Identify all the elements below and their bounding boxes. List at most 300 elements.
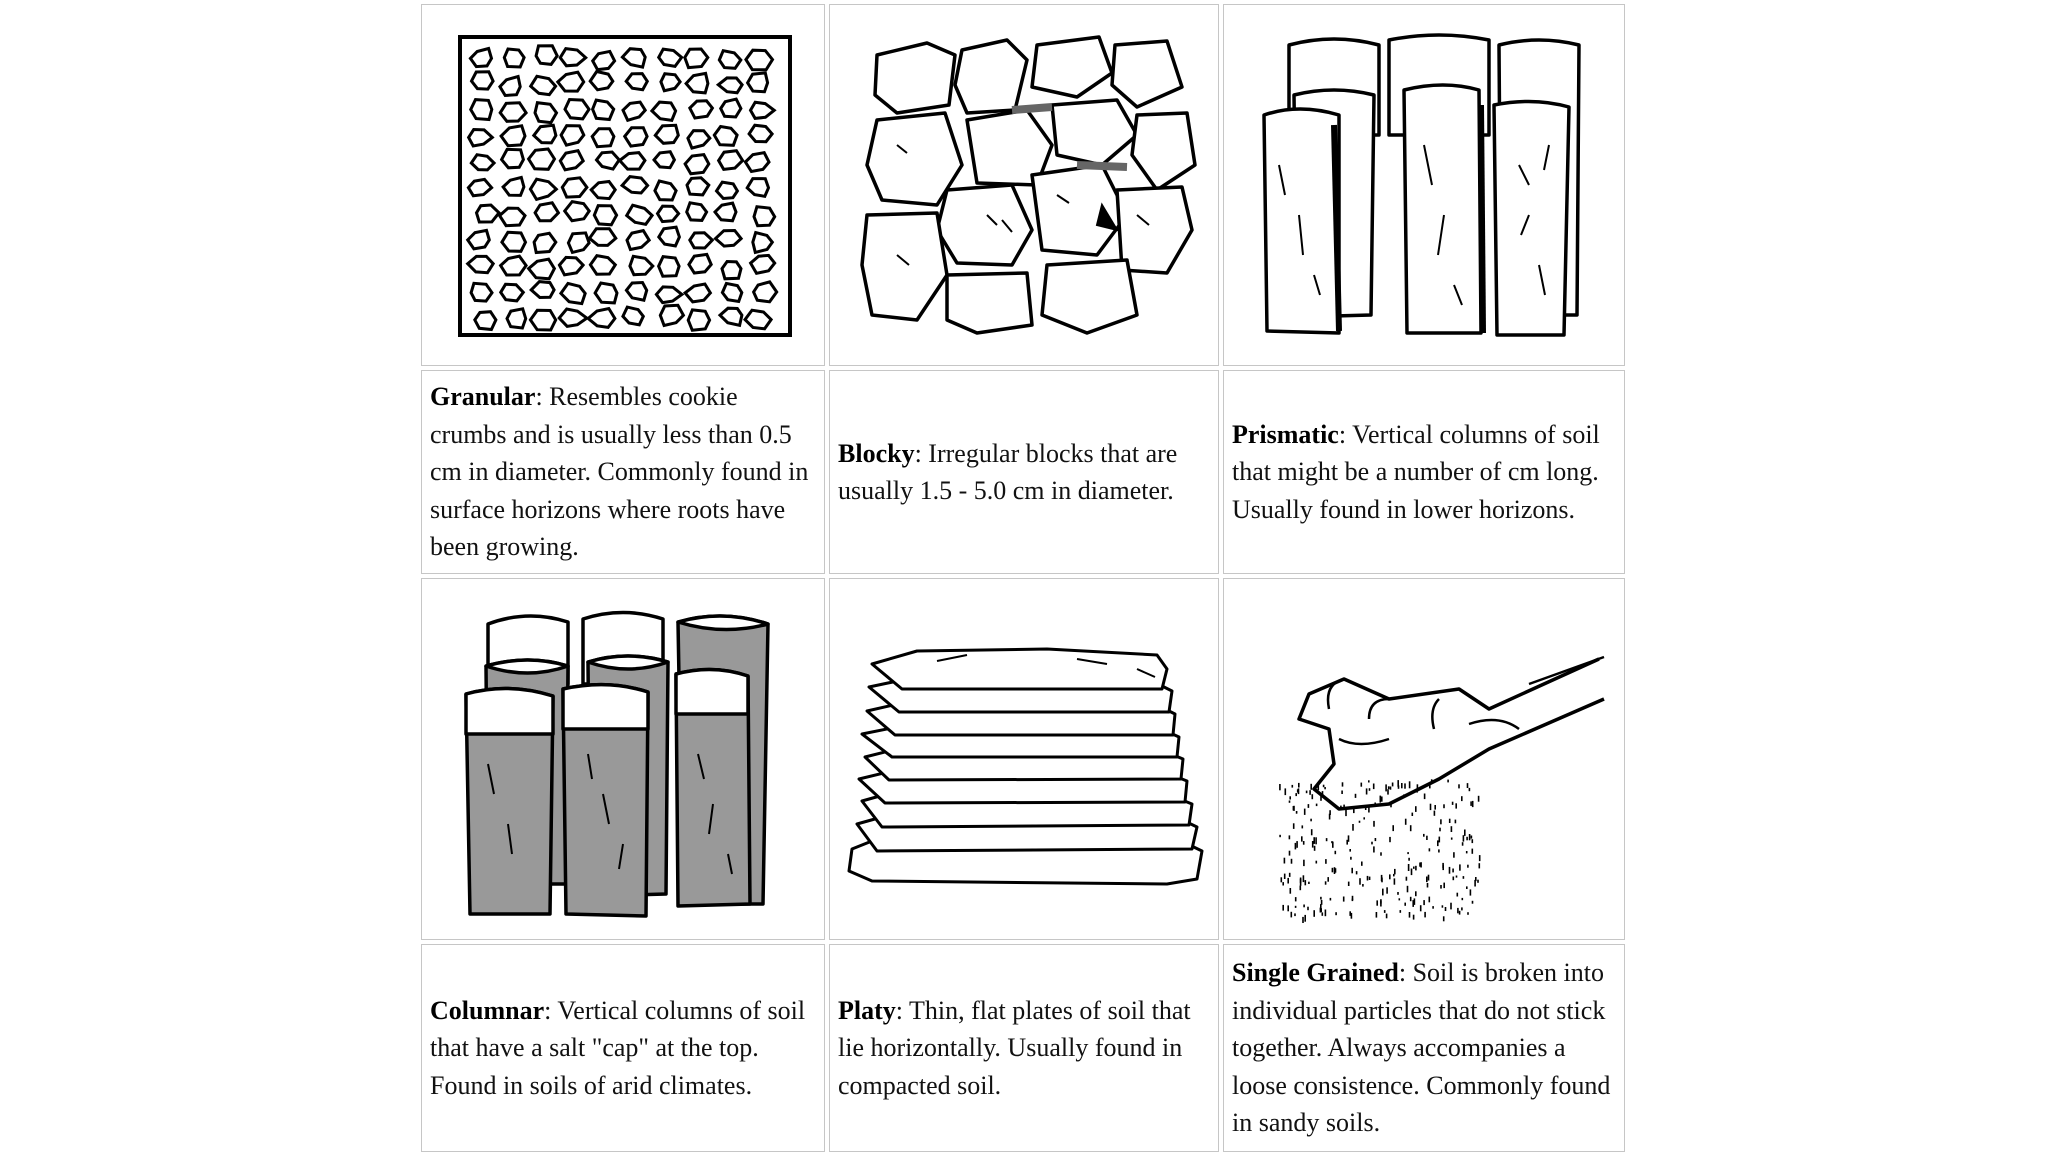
soil-grain [1451,826,1453,832]
prismatic-text: : Vertical columns of soil that might be a number of cm long. Usually found in lower horizons. [1232,419,1600,524]
granule [595,283,617,303]
granule [502,232,526,251]
soil-grain [1359,878,1361,885]
soil-grain [1426,877,1428,883]
description-row-1 [421,370,1625,574]
soil-grain [1308,804,1310,808]
soil-grain [1279,784,1281,790]
soil-grain [1310,819,1312,822]
soil-grain [1462,898,1464,900]
soil-grain [1326,838,1328,841]
granule [500,208,525,226]
soil-grain [1407,886,1409,893]
soil-grain [1405,819,1407,825]
granule [658,206,679,222]
soil-grain [1287,905,1289,911]
prismatic-image-cell [1223,4,1625,366]
blocky-image-cell [829,4,1219,366]
soil-grain [1437,840,1439,846]
soil-grain [1400,910,1402,913]
soil-grain [1352,824,1354,831]
columnar-illustration [438,584,808,934]
granule [659,257,680,277]
granule [717,182,738,198]
granule [471,100,492,120]
soil-grain [1461,796,1463,801]
soil-grain [1282,882,1284,885]
soil-grain [1406,877,1408,881]
soil-grain [1295,897,1297,901]
soil-grain [1284,858,1286,864]
granule [562,178,587,197]
soil-grain [1361,783,1363,787]
soil-grain [1366,788,1368,794]
soil-grain [1373,784,1375,790]
granule [749,125,772,142]
platy-term: Platy [838,995,896,1025]
granule [654,152,674,168]
soil-grain [1349,849,1351,852]
soil-grain [1332,842,1334,848]
soil-grain [1439,828,1441,832]
soil-grain [1408,864,1410,871]
soil-grain [1345,809,1347,816]
granule [690,233,713,248]
soil-grain [1434,811,1436,816]
soil-grain [1439,837,1441,843]
granular-term: Granular [430,382,536,412]
soil-grain [1407,852,1409,854]
soil-grain [1295,906,1297,908]
granule [507,309,526,328]
soil-grain [1440,819,1442,824]
soil-grain [1393,874,1395,877]
soil-grain [1380,796,1382,803]
granule [502,149,524,167]
soil-grain [1424,794,1426,800]
soil-grain [1329,810,1331,815]
soil-grain [1303,841,1305,845]
soil-grain [1298,783,1300,788]
soil-grain [1458,784,1460,788]
granule [714,127,737,146]
image-row [421,4,1625,366]
soil-grain [1452,869,1454,873]
granular-image-cell [421,4,825,366]
soil-grain [1452,802,1454,805]
soil-grain [1376,912,1378,918]
soil-grain [1423,834,1425,837]
soil-grain [1343,897,1345,902]
soil-grain [1325,859,1327,864]
soil-grain [1291,859,1293,864]
soil-grain [1464,830,1466,836]
soil-grain [1426,836,1428,840]
soil-grain [1411,869,1413,876]
soil-grain [1389,837,1391,842]
soil-grain [1445,907,1447,911]
soil-grain [1311,829,1313,835]
soil-grain [1363,817,1365,819]
soil-grain [1352,899,1354,902]
soil-grain [1293,823,1295,829]
soil-grain [1312,794,1314,799]
columnar-text: : Vertical columns of soil that have a salt "cap" at the top. Found in soils of arid climates. [430,995,806,1100]
soil-grain [1399,898,1401,900]
soil-grain [1315,837,1317,844]
soil-grain [1369,877,1371,880]
soil-grain [1356,871,1358,874]
soil-grain [1475,877,1477,881]
soil-grain [1397,892,1399,895]
granule [592,129,614,147]
soil-grain [1388,786,1390,789]
soil-grain [1300,886,1302,891]
soil-grain [1303,875,1305,882]
soil-grain [1385,784,1387,791]
soil-grain [1307,907,1309,911]
granule [625,128,647,146]
soil-grain [1320,908,1322,913]
soil-grain [1477,880,1479,883]
granule [500,103,526,122]
single-grained-illustration [1239,589,1609,929]
soil-grain [1290,888,1292,894]
soil-grain [1453,877,1455,881]
single-grained-description [1223,944,1625,1152]
soil-grain [1404,903,1406,906]
soil-grain [1472,901,1474,904]
granule [472,72,494,89]
platy-illustration [837,589,1212,929]
soil-grain [1398,785,1400,788]
soil-grain [1459,911,1461,915]
soil-grain [1296,841,1298,848]
soil-grain [1394,878,1396,884]
soil-grain [1470,801,1472,806]
soil-grain [1374,805,1376,807]
soil-grain [1314,846,1316,851]
image-row-2 [421,578,1625,940]
soil-grain [1429,785,1431,788]
single-grained-text: : Soil is broken into individual particles that do not stick together. Always accompanies a loose consistence. Commonly found in sandy soils. [1232,958,1611,1138]
granule [689,254,711,273]
granule [748,73,768,92]
platy-text: : Thin, flat plates of soil that lie horizontally. Usually found in compacted soil. [838,995,1191,1100]
soil-grain [1413,867,1415,869]
granule [501,284,524,301]
granule [529,149,555,169]
soil-grain [1466,837,1468,841]
soil-grain [1279,835,1281,837]
soil-grain [1409,781,1411,788]
soil-grain [1469,788,1471,791]
soil-grain [1410,897,1412,901]
soil-grain [1359,821,1361,823]
soil-grain [1321,900,1323,905]
soil-grain [1469,834,1471,840]
soil-grain [1289,851,1291,856]
granule [659,227,680,246]
soil-grain [1320,897,1322,900]
soil-grain [1312,841,1314,848]
granule [687,178,709,195]
soil-grain [1332,868,1334,873]
soil-grain [1415,806,1417,812]
soil-grain [1289,801,1291,803]
soil-structure-table [417,0,1629,1156]
soil-grain [1300,879,1302,886]
blocky-description [829,370,1219,574]
granule [688,310,709,330]
granule [535,203,558,221]
soil-grain [1466,886,1468,889]
soil-grain [1284,874,1286,879]
soil-grain [1375,838,1377,841]
soil-grain [1318,785,1320,790]
granule [565,100,589,119]
granule [530,310,555,330]
soil-grain [1404,783,1406,788]
soil-grain [1401,783,1403,788]
prismatic-description [1223,370,1625,574]
soil-grain [1322,912,1324,915]
soil-grain [1281,877,1283,882]
soil-grain [1306,791,1308,794]
blocky-text: : Irregular blocks that are usually 1.5 - 5.0 cm in diameter. [838,438,1178,505]
soil-grain [1343,805,1345,808]
soil-grain [1351,913,1353,919]
soil-grain [1408,858,1410,861]
soil-grain [1387,789,1389,794]
soil-grain [1293,806,1295,811]
granular-text: : Resembles cookie crumbs and is usually less than 0.5 cm in diameter. Commonly found in surface horizons where roots have been growing. [430,382,809,562]
soil-grain [1423,900,1425,905]
soil-grain [1472,849,1474,854]
soil-grain [1424,912,1426,918]
soil-grain [1467,783,1469,788]
soil-grain [1351,868,1353,874]
single-grained-term: Single Grained [1232,958,1399,988]
soil-grain [1459,864,1461,870]
soil-grain [1304,809,1306,815]
soil-grain [1295,843,1297,850]
soil-grain [1289,796,1291,799]
soil-grain [1466,851,1468,853]
soil-grain [1442,865,1444,870]
soil-grain [1479,855,1481,861]
soil-grain [1447,780,1449,783]
soil-grain [1324,787,1326,789]
soil-grain [1453,852,1455,858]
soil-grain [1340,806,1342,811]
soil-grain [1440,885,1442,889]
soil-grain [1327,877,1329,882]
soil-grain [1297,789,1299,792]
granule [590,72,613,90]
columnar-term: Columnar [430,995,545,1025]
soil-grain [1443,804,1445,808]
soil-grain [1355,794,1357,798]
soil-grain [1369,788,1371,791]
soil-grain [1431,779,1433,783]
soil-grain [1390,787,1392,790]
soil-grain [1382,889,1384,896]
soil-grain [1384,910,1386,913]
soil-grain [1308,882,1310,884]
granule [594,206,616,225]
granule [721,99,741,117]
soil-grain [1467,865,1469,868]
soil-grain [1472,839,1474,843]
soil-grain [1367,876,1369,881]
soil-grain [1371,842,1373,845]
soil-grain [1325,910,1327,917]
soil-grain [1415,891,1417,896]
soil-grain [1287,878,1289,884]
soil-grain [1310,784,1312,790]
soil-grain [1291,912,1293,918]
soil-grain [1334,867,1336,874]
soil-grain [1455,803,1457,808]
soil-grain [1434,805,1436,810]
granule [590,229,616,246]
soil-grain [1450,903,1452,910]
soil-grain [1432,906,1434,909]
soil-grain [1390,804,1392,807]
soil-grain [1413,915,1415,920]
soil-grain [1389,874,1391,879]
soil-grain [1449,819,1451,823]
soil-grain [1449,867,1451,874]
platy-image-cell [829,578,1219,940]
soil-grain [1302,825,1304,828]
soil-grain [1472,801,1474,807]
soil-grain [1412,813,1414,816]
soil-grain [1304,915,1306,922]
columnar-description [421,944,825,1152]
granular-illustration [438,15,808,355]
granule [504,49,524,67]
soil-grain [1415,866,1417,871]
soil-grain [1463,835,1465,841]
soil-grain [1348,882,1350,886]
soil-grain [1478,796,1480,802]
soil-grain [1409,912,1411,918]
soil-grain [1457,893,1459,897]
soil-grain [1470,889,1472,895]
granule [722,262,741,279]
soil-grain [1410,825,1412,831]
soil-grain [1429,848,1431,851]
soil-grain [1380,852,1382,855]
soil-grain [1463,876,1465,879]
soil-grain [1296,811,1298,814]
soil-grain [1316,861,1318,864]
blocky-illustration [837,15,1212,355]
soil-grain [1323,785,1325,788]
soil-grain [1365,807,1367,810]
soil-grain [1381,878,1383,883]
soil-grain [1330,898,1332,901]
granule [722,283,741,301]
granule [565,202,590,221]
soil-grain [1320,795,1322,801]
granular-description [421,370,825,574]
soil-grain [1420,905,1422,911]
soil-grain [1313,837,1315,844]
soil-grain [1368,806,1370,812]
soil-grain [1289,873,1291,877]
soil-grain [1301,836,1303,841]
prismatic-term: Prismatic [1232,419,1339,449]
soil-grain [1335,851,1337,854]
description-row-2 [421,944,1625,1152]
soil-grain [1461,907,1463,910]
soil-grain [1325,881,1327,884]
soil-grain [1320,904,1322,908]
soil-grain [1303,905,1305,908]
soil-grain [1322,791,1324,797]
soil-grain [1294,913,1296,916]
soil-grain [1455,820,1457,824]
single-grained-image-cell [1223,578,1625,940]
soil-grain [1443,883,1445,889]
soil-grain [1292,785,1294,788]
soil-grain [1373,821,1375,827]
soil-grain [1303,860,1305,866]
soil-grain [1442,905,1444,907]
soil-grain [1316,804,1318,807]
soil-grain [1342,782,1344,786]
soil-grain [1289,835,1291,839]
granule [475,312,496,330]
soil-grain [1456,876,1458,878]
soil-grain [1457,908,1459,913]
soil-grain [1462,842,1464,846]
granule [754,207,775,226]
soil-grain [1361,862,1363,866]
soil-grain [1403,794,1405,796]
soil-grain [1392,783,1394,787]
soil-grain [1471,836,1473,839]
soil-grain [1386,914,1388,919]
soil-grain [1414,898,1416,905]
granule [754,282,777,302]
soil-grain [1380,899,1382,903]
soil-grain [1295,793,1297,796]
granule [536,46,557,65]
soil-grain [1362,884,1364,887]
soil-grain [1416,790,1418,793]
granule [471,283,492,301]
columnar-image-cell [421,578,825,940]
soil-grain [1479,863,1481,868]
soil-grain [1430,804,1432,810]
soil-grain [1353,806,1355,813]
soil-grain [1427,883,1429,888]
blocky-term: Blocky [838,438,915,468]
soil-grain [1381,797,1383,802]
soil-grain [1285,788,1287,795]
soil-grain [1467,912,1469,915]
soil-grain [1428,875,1430,881]
soil-grain [1368,780,1370,782]
soil-grain [1305,880,1307,885]
soil-grain [1451,838,1453,840]
soil-grain [1376,900,1378,905]
granule [746,50,773,70]
